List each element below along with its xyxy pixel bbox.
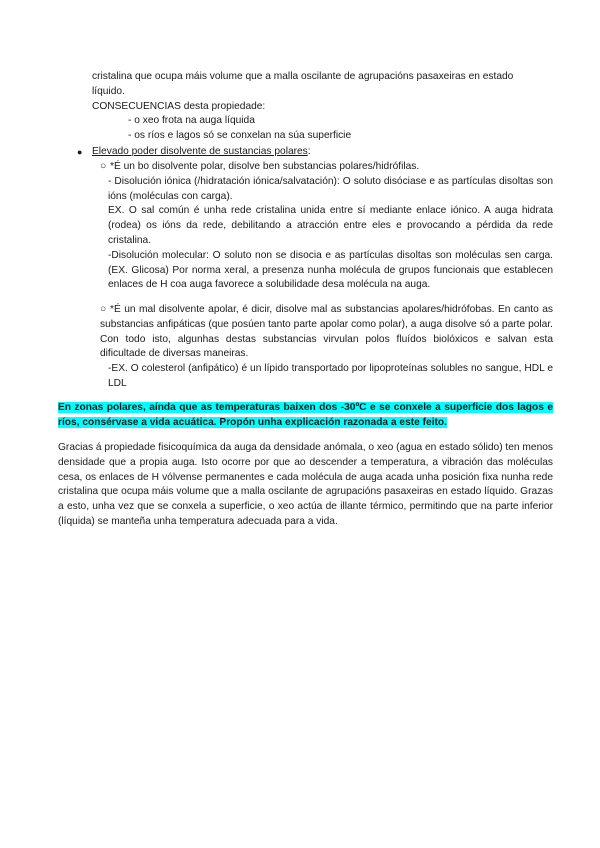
apolar-subsection bbox=[100, 303, 553, 392]
question-paragraph bbox=[58, 401, 553, 431]
consequences-title: CONSECUENCIAS desta propiedade: bbox=[92, 100, 266, 112]
consequence-item-1: - o xeo frota na auga líquida bbox=[128, 115, 255, 127]
polar-intro: *É un bo disolvente polar, disolve ben substancias polares/hidrófilas. bbox=[110, 161, 420, 172]
answer-text: Gracias á propiedade fisicoquímica da auga da densidade anómala, o xeo (agua en estado sólido) ten menos densidade que a propia auga. Isto ocorre por que ao descender a temperatura, a vibración das moléculas cesa, os enlaces de H vólvense permanentes e cada molécula de auga acada unha posición fixa nunha rede cristalina que ocupa máis volume que a malla oscilante de agrupacións pasaxeiras en estado líquido. Grazas a esto, unha vez que se conxela a superficie, o xeo actúa de illante térmico, permitindo que na parte inferior (líquida) se manteña unha temperatura adecuada para a vida. bbox=[58, 442, 553, 527]
section-title: Elevado poder disolvente de sustancias polares bbox=[92, 146, 308, 157]
polar-subsection bbox=[100, 160, 553, 293]
apolar-intro: *É un mal disolvente apolar, é dicir, disolve mal as substancias apolares/hidrófobas. En canto as substancias anfipáticas (que posúen tanto parte apolar como polar), a auga disolve só a parte polar. Con todo isto, algunhas destas substancias virvulan polos fluídos biolóxicos e salvan esta dificultade de diversas maneiras. bbox=[100, 304, 553, 360]
continuation-line-2: líquido. bbox=[92, 85, 125, 97]
consequence-item-2: - os ríos e lagos só se conxelan na súa superficie bbox=[128, 130, 352, 142]
bullet-icon: ● bbox=[77, 147, 83, 157]
hollow-circle-icon: ○ bbox=[100, 161, 107, 172]
molecular-dissolution: -Disolución molecular: O soluto non se disocia e as partículas disoltas son moléculas sen carga. (EX. Glicosa) Por norma xeral, a presenza nunha molécula de grupos funcionais que establecen enlaces de H coa auga favorece a solubilidade desa molécula na auga. bbox=[108, 249, 553, 291]
continuation-line-1: cristalina que ocupa máis volume que a malla oscilante de agrupacións pasaxeiras en estado bbox=[92, 71, 514, 82]
bullet-heading bbox=[92, 145, 552, 160]
cholesterol-example: -EX. O colesterol (anfipático) é un lípido transportado por lipoproteínas solubles no sangue, HDL e LDL bbox=[108, 363, 553, 389]
answer-paragraph bbox=[58, 441, 553, 530]
ionic-example: EX. O sal común é unha rede cristalina unida entre sí mediante enlace iónico. A auga hidrata (rodea) os ións da rede, debilitando a atracción entre eles e provocando a pérdida da rede cristalina. bbox=[108, 205, 553, 246]
continuation-paragraph bbox=[92, 70, 552, 144]
question-text: En zonas polares, aínda que as temperaturas baixen dos -30ºC e se conxele a superficie dos lagos e ríos, consérvase a vida acuática. Propón unha explicación razonada a este feito. bbox=[58, 402, 553, 428]
section-title-colon: : bbox=[307, 146, 311, 157]
ionic-dissolution: - Disolución iónica (/hidratación iónica/salvatación): O soluto disóciase e as partículas disoltas son ións (moléculas con carga). bbox=[108, 175, 553, 202]
hollow-circle-icon: ○ bbox=[100, 304, 107, 315]
